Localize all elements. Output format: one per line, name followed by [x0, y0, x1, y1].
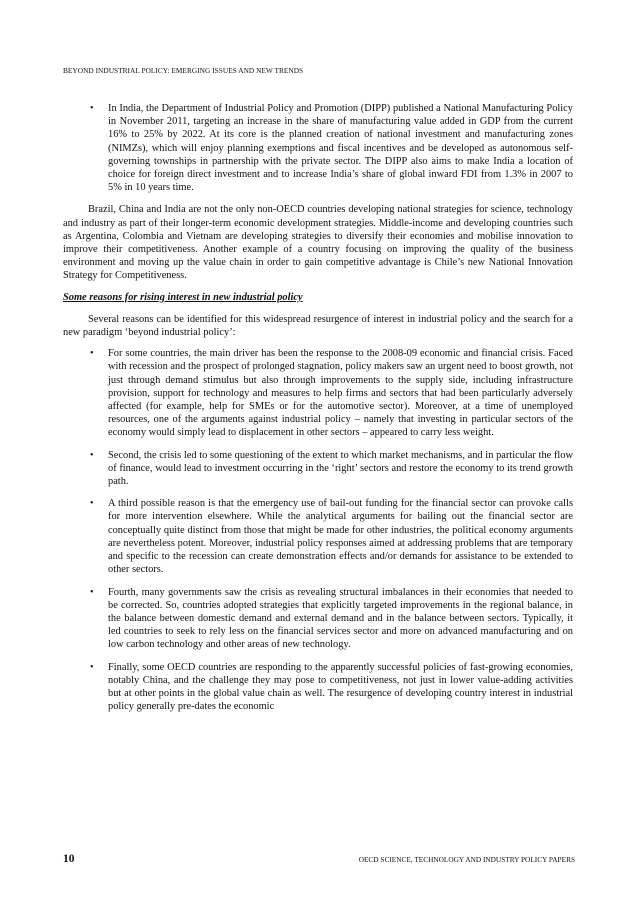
top-bullet-list: [63, 102, 573, 194]
paragraph: Several reasons can be identified for this widespread resurgence of interest in industrial policy and the search for a new paradigm ‘beyond industrial policy’:: [63, 313, 573, 339]
running-header: BEYOND INDUSTRIAL POLICY: EMERGING ISSUES AND NEW TRENDS: [63, 66, 304, 75]
bullet-icon: •: [90, 449, 94, 461]
list-item: [63, 497, 573, 576]
list-item: [63, 449, 573, 489]
bullet-icon: •: [90, 103, 94, 114]
list-item: [63, 102, 573, 194]
paragraph: Brazil, China and India are not the only non-OECD countries developing national strategies for science, technology and industry as part of their longer-term economic development strategies. Middle-income and developing countries such as Argentina, Colombia and Vietnam are developing strategies to diversify their economies and mobilise innovation to improve their competitiveness. Another example of a country focusing on improving the quality of the business environment and moving up the value chain in order to gain competitive advantage is Chile’s new National Innovation Strategy for Competitiveness.: [63, 204, 573, 282]
running-footer: OECD SCIENCE, TECHNOLOGY AND INDUSTRY POLICY PAPERS: [358, 855, 575, 864]
list-item-text: A third possible reason is that the emergency use of bail-out funding for the financial sector can provoke calls for more intervention elsewhere. While the analytical arguments for bailing out the financial sector are conceptually quite distinct from those that might be made for other industries, the political economy arguments are nevertheless potent. Moreover, industrial policy responses aimed at addressing problems that are temporary and specific to the recession can create demonstration effects and/or demands for assistance to be extended to other sectors.: [108, 498, 573, 576]
bullet-icon: •: [90, 348, 94, 360]
list-item-text: Fourth, many governments saw the crisis as revealing structural imbalances in their economies that needed to be corrected. So, countries adopted strategies that explicitly targeted improvements in the regional balance, in the balance between domestic demand and external demand and in the balance between sectors. Typically, it led countries to seek to rely less on the financial services sector and more on advanced manufacturing and on low carbon technology and other areas of new technology.: [108, 586, 573, 651]
bullet-icon: •: [90, 498, 94, 510]
list-item: [63, 347, 573, 439]
list-item: [63, 661, 573, 714]
bullet-icon: •: [90, 661, 94, 673]
list-item: [63, 586, 573, 652]
bullet-icon: •: [90, 586, 94, 598]
section-heading: Some reasons for rising interest in new industrial policy: [63, 291, 303, 303]
list-item-text: Second, the crisis led to some questioning of the extent to which market mechanisms, and in particular the flow of finance, would lead to investment occurring in the ‘right’ sectors and restore the economy to its trend growth path.: [108, 449, 573, 488]
list-item-text: In India, the Department of Industrial Policy and Promotion (DIPP) published a National Manufacturing Policy in November 2011, targeting an increase in the share of manufacturing value added in GDP from the current 16% to 25% by 2022. At its core is the planned creation of national investment and manufacturing zones (NIMZs), which will enjoy planning exemptions and fiscal incentives and be developed as autonomous self-governing townships in partnership with the private sector. The DIPP also aims to make India a location of choice for foreign direct investment and to increase India’s share of global inward FDI from 1.3% in 2007 to 5% in 10 years time.: [108, 103, 573, 194]
document-body: [63, 102, 573, 722]
reasons-list: [63, 347, 573, 713]
page-number: 10: [63, 853, 75, 865]
list-item-text: For some countries, the main driver has been the response to the 2008-09 economic and financial crisis. Faced with recession and the prospect of prolonged stagnation, policy makers saw an urgent need to boost growth, not just through demand stimulus but also through improvements to the supply side, including infrastructure provision, support for technology and measures to help firms and sectors that had been particularly adversely affected (for example, help for SMEs or for the automotive sector). Moreover, at a time of unemployed resources, one of the arguments against industrial policy – namely that investing in particular sectors of the economy would simply lead to displacement in other sectors – appeared to carry less weight.: [108, 348, 573, 439]
list-item-text: Finally, some OECD countries are responding to the apparently successful policies of fast-growing economies, notably China, and the challenge they may pose to competitiveness, not just in lower value-adding activities but at other points in the global value chain as well. The resurgence of developing country interest in industrial policy generally pre-dates the economic: [108, 661, 573, 713]
